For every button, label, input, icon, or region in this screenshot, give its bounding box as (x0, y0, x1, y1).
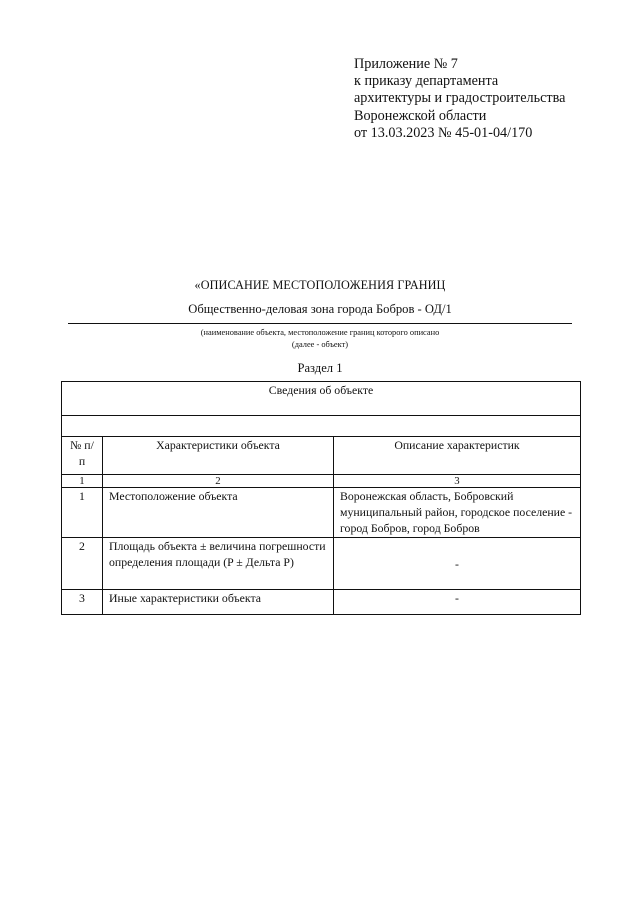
column-number: 3 (334, 475, 581, 488)
appendix-block (354, 56, 565, 142)
appendix-line: Приложение № 7 (354, 56, 458, 72)
row-description: Воронежская область, Бобровский муниципальный район, городское поселение - город Бобров, город Бобров (334, 488, 581, 538)
table-row (62, 488, 581, 538)
row-description: - (334, 538, 581, 590)
row-characteristic: Иные характеристики объекта (103, 590, 334, 615)
object-name-underline (68, 323, 572, 324)
row-characteristic: Площадь объекта ± величина погрешности определения площади (P ± Дельта P) (103, 538, 334, 590)
document-title: «ОПИСАНИЕ МЕСТОПОЛОЖЕНИЯ ГРАНИЦ (194, 278, 446, 292)
table-column-headers (62, 437, 581, 475)
caption-line: (наименование объекта, местоположение границ которого описано (200, 328, 440, 337)
appendix-line: Воронежской области (354, 107, 487, 124)
appendix-line: от 13.03.2023 № 45-01-04/170 (354, 124, 533, 141)
appendix-line: архитектуры и градостроительства (354, 90, 566, 107)
appendix-line: к приказу департамента (354, 73, 499, 90)
row-description: - (334, 590, 581, 615)
row-number: 3 (62, 590, 103, 615)
table-spacer-cell (62, 416, 581, 437)
row-number: 1 (62, 488, 103, 538)
table-row (62, 590, 581, 615)
object-name: Общественно-деловая зона города Бобров - ОД/1 (188, 302, 452, 316)
column-header-number: № п/п (62, 437, 103, 475)
caption-line: (далее - объект) (291, 340, 349, 350)
section-title: Раздел 1 (297, 361, 343, 375)
table-spacer-row (62, 416, 581, 437)
column-header-description: Описание характеристик (334, 437, 581, 475)
table-row (62, 538, 581, 590)
column-header-characteristic: Характеристики объекта (103, 437, 334, 475)
object-name-caption (0, 327, 640, 352)
table-column-numbers (62, 475, 581, 488)
row-characteristic: Местоположение объекта (103, 488, 334, 538)
column-number: 2 (103, 475, 334, 488)
row-number: 2 (62, 538, 103, 590)
object-info-table (61, 381, 581, 615)
table-heading-row (62, 382, 581, 416)
column-number: 1 (62, 475, 103, 488)
table-heading: Сведения об объекте (62, 382, 581, 416)
